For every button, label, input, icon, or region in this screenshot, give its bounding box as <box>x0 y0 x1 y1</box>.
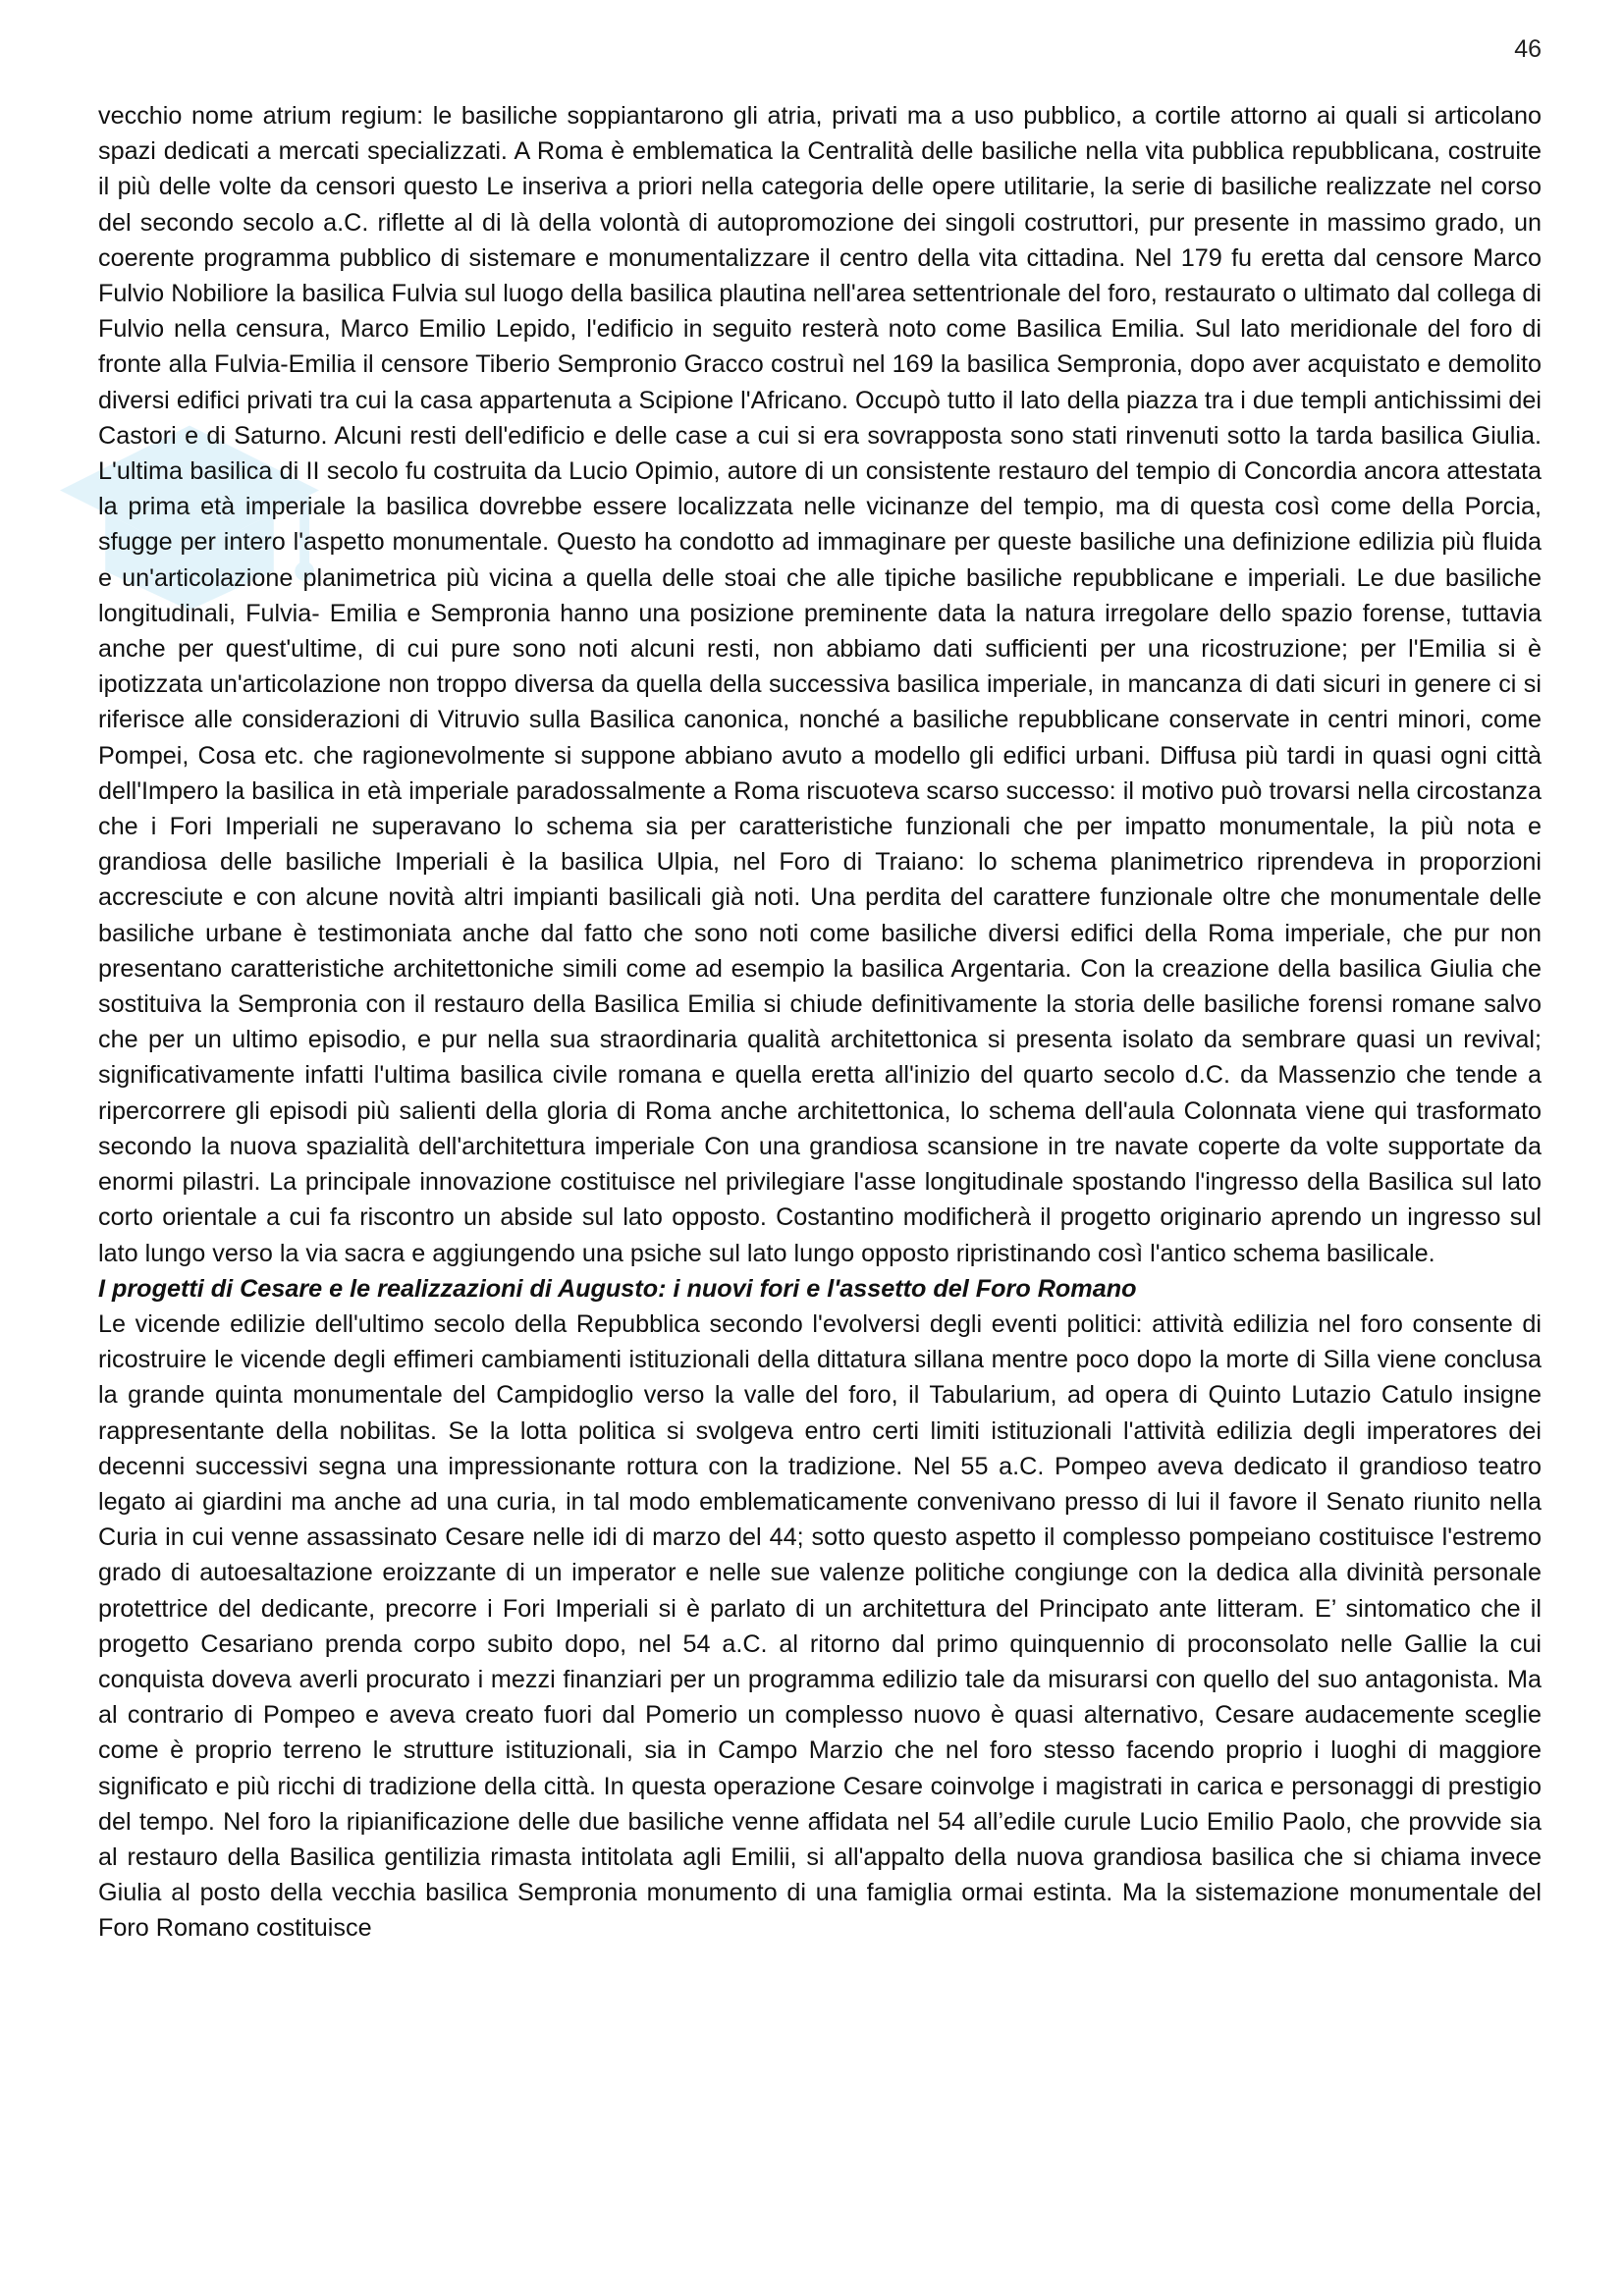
document-body <box>98 98 1542 1947</box>
page-number: 46 <box>1514 35 1542 63</box>
body-paragraph: Le vicende edilizie dell'ultimo secolo della Repubblica secondo l'evolversi degli eventi politici: attività edilizia nel foro consente di ricostruire le vicende degli effimeri cambiamenti istituzionali della dittatura sillana mentre poco dopo la morte di Silla viene conclusa la grande quinta monumentale del Campidoglio verso la valle del foro, il Tabularium, ad opera di Quinto Lutazio Catulo insigne rappresentante della nobilitas. Se la lotta politica si svolgeva entro certi limiti istituzionali l'attività edilizia degli imperatores dei decenni successivi segna una impressionante rottura con la tradizione. Nel 55 a.C. Pompeo aveva dedicato il grandioso teatro legato ai giardini ma anche ad una curia, in tal modo emblematicamente convenivano presso di lui il favore il Senato riunito nella Curia in cui venne assassinato Cesare nelle idi di marzo del 44; sotto questo aspetto il complesso pompeiano costituisce l'estremo grado di autoesaltazione eroizzante di un imperator e nelle sue valenze politiche congiunge con la dedica alla divinità personale protettrice del dedicante, precorre i Fori Imperiali si è parlato di un architettura del Principato ante litteram. E’ sintomatico che il progetto Cesariano prenda corpo subito dopo, nel 54 a.C. al ritorno dal primo quinquennio di proconsolato nelle Gallie la cui conquista doveva averli procurato i mezzi finanziari per un programma edilizio tale da misurarsi con quello del suo antagonista. Ma al contrario di Pompeo e aveva creato fuori dal Pomerio un complesso nuovo è quasi alternativo, Cesare audacemente sceglie come è proprio terreno le strutture istituzionali, sia in Campo Marzio che nel foro stesso facendo proprio i luoghi di maggiore significato e più ricchi di tradizione della città. In questa operazione Cesare coinvolge i magistrati in carica e personaggi di prestigio del tempo. Nel foro la ripianificazione delle due basiliche venne affidata nel 54 all’edile curule Lucio Emilio Paolo, che provvide sia al restauro della Basilica gentilizia rimasta intitolata agli Emilii, si all'appalto della nuova grandiosa basilica che si chiama invece Giulia al posto della vecchia basilica Sempronia monumento di una famiglia ormai estinta. Ma la sistemazione monumentale del Foro Romano costituisce <box>98 1309 1542 1943</box>
body-paragraph: vecchio nome atrium regium: le basiliche soppiantarono gli atria, privati ma a uso pubblico, a cortile attorno ai quali si articolano spazi dedicati a mercati specializzati. A Roma è emblematica la Centralità delle basiliche nella vita pubblica repubblicana, costruite il più delle volte da censori questo Le inseriva a priori nella categoria delle opere utilitarie, la serie di basiliche realizzate nel corso del secondo secolo a.C. riflette al di là della volontà di autopromozione dei singoli costruttori, pur presente in massimo grado, un coerente programma pubblico di sistemare e monumentalizzare il centro della vita cittadina. Nel 179 fu eretta dal censore Marco Fulvio Nobiliore la basilica Fulvia sul luogo della basilica plautina nell'area settentrionale del foro, restaurato o ultimato dal collega di Fulvio nella censura, Marco Emilio Lepido, l'edificio in seguito resterà noto come Basilica Emilia. Sul lato meridionale del foro di fronte alla Fulvia-Emilia il censore Tiberio Sempronio Gracco costruì nel 169 la basilica Sempronia, dopo aver acquistato e demolito diversi edifici privati tra cui la casa appartenuta a Scipione l'Africano. Occupò tutto il lato della piazza tra i due templi antichissimi dei Castori e di Saturno. Alcuni resti dell'edificio e delle case a cui si era sovrapposta sono stati rinvenuti sotto la tarda basilica Giulia. L'ultima basilica di II secolo fu costruita da Lucio Opimio, autore di un consistente restauro del tempio di Concordia ancora attestata la prima età imperiale la basilica dovrebbe essere localizzata nelle vicinanze del tempio, ma di questa così come della Porcia, sfugge per intero l'aspetto monumentale. Questo ha condotto ad immaginare per queste basiliche una definizione edilizia più fluida e un'articolazione planimetrica più vicina a quella delle stoai che alle tipiche basiliche repubblicane e imperiali. Le due basiliche longitudinali, Fulvia- Emilia e Sempronia hanno una posizione preminente data la natura irregolare dello spazio forense, tuttavia anche per quest'ultime, di cui pure sono noti alcuni resti, non abbiamo dati sufficienti per una ricostruzione; per l'Emilia si è ipotizzata un'articolazione non troppo diversa da quella della successiva basilica imperiale, in mancanza di dati sicuri in genere ci si riferisce alle considerazioni di Vitruvio sulla Basilica canonica, nonché a basiliche repubblicane conservate in centri minori, come Pompei, Cosa etc. che ragionevolmente si suppone abbiano avuto a modello gli edifici urbani. Diffusa più tardi in quasi ogni città dell'Impero la basilica in età imperiale paradossalmente a Roma riscuoteva scarso successo: il motivo può trovarsi nella circostanza che i Fori Imperiali ne superavano lo schema sia per caratteristiche funzionali che per impatto monumentale, la più nota e grandiosa delle basiliche Imperiali è la basilica Ulpia, nel Foro di Traiano: lo schema planimetrico riprendeva in proporzioni accresciute e con alcune novità altri impianti basilicali già noti. Una perdita del carattere funzionale oltre che monumentale delle basiliche urbane è testimoniata anche dal fatto che sono noti come basiliche diversi edifici della Roma imperiale, che pur non presentano caratteristiche architettoniche simili come ad esempio la basilica Argentaria. Con la creazione della basilica Giulia che sostituiva la Sempronia con il restauro della Basilica Emilia si chiude definitivamente la storia delle basiliche forensi romane salvo che per un ultimo episodio, e pur nella sua straordinaria qualità architettonica si presenta isolato da sembrare quasi un revival; significativamente infatti l'ultima basilica civile romana e quella eretta all'inizio del quarto secolo d.C. da Massenzio che tende a ripercorrere gli episodi più salienti della gloria di Roma anche architettonica, lo schema dell'aula Colonnata viene qui trasformato secondo la nuova spazialità dell'architettura imperiale Con una grandiosa scansione in tre navate coperte da volte supportate da enormi pilastri. La principale innovazione costituisce nel privilegiare l'asse longitudinale spostando l'ingresso della Basilica sul lato corto orientale a cui fa riscontro un abside sul lato opposto. Costantino modificherà il progetto originario aprendo un ingresso sul lato lungo verso la via sacra e aggiungendo una psiche sul lato lungo opposto ripristinando così l'antico schema basilicale. <box>98 102 1542 1267</box>
section-heading: I progetti di Cesare e le realizzazioni di Augusto: i nuovi fori e l'assetto del Foro Romano <box>98 1274 1137 1303</box>
